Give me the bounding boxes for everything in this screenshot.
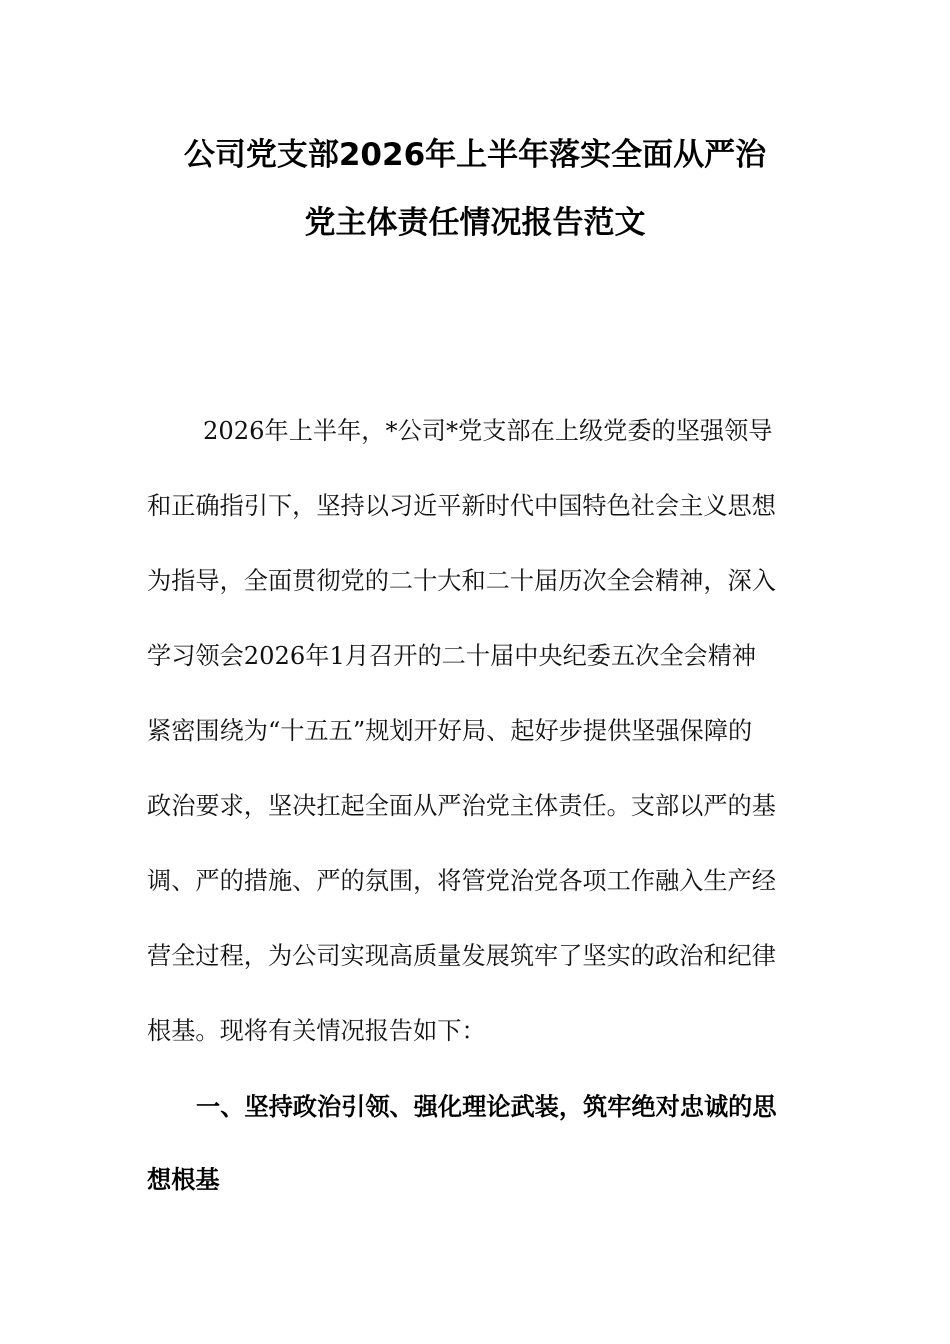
document-title-line-1: 公司党支部2026年上半年落实全面从严治 [183,137,767,173]
intro-paragraph-line-3: 为指导，全面贯彻党的二十大和二十届历次全会精神，深入 [147,567,776,595]
intro-paragraph-line-4: 学习领会2026年1月召开的二十届中央纪委五次全会精神 [147,642,757,670]
intro-paragraph-line-7: 调、严的措施、严的氛围，将管党治党各项工作融入生产经 [147,867,776,895]
section-heading-line-1: 一、坚持政治引领、强化理论武装，筑牢绝对忠诚的思 [196,1093,777,1121]
intro-paragraph-line-2: 和正确指引下，坚持以习近平新时代中国特色社会主义思想 [147,492,776,520]
intro-paragraph-line-5: 紧密围绕为“十五五”规划开好局、起好步提供坚强保障的 [147,717,753,745]
intro-paragraph-line-6: 政治要求，坚决扛起全面从严治党主体责任。支部以严的基 [147,792,776,820]
section-heading-line-2: 想根基 [147,1166,220,1194]
document-title-line-2: 党主体责任情况报告范文 [304,205,646,241]
intro-paragraph-line-8: 营全过程，为公司实现高质量发展筑牢了坚实的政治和纪律 [147,942,776,970]
intro-paragraph-line-1: 2026年上半年，*公司*党支部在上级党委的坚强领导 [203,417,773,445]
intro-paragraph-line-9: 根基。现将有关情况报告如下： [147,1017,486,1045]
